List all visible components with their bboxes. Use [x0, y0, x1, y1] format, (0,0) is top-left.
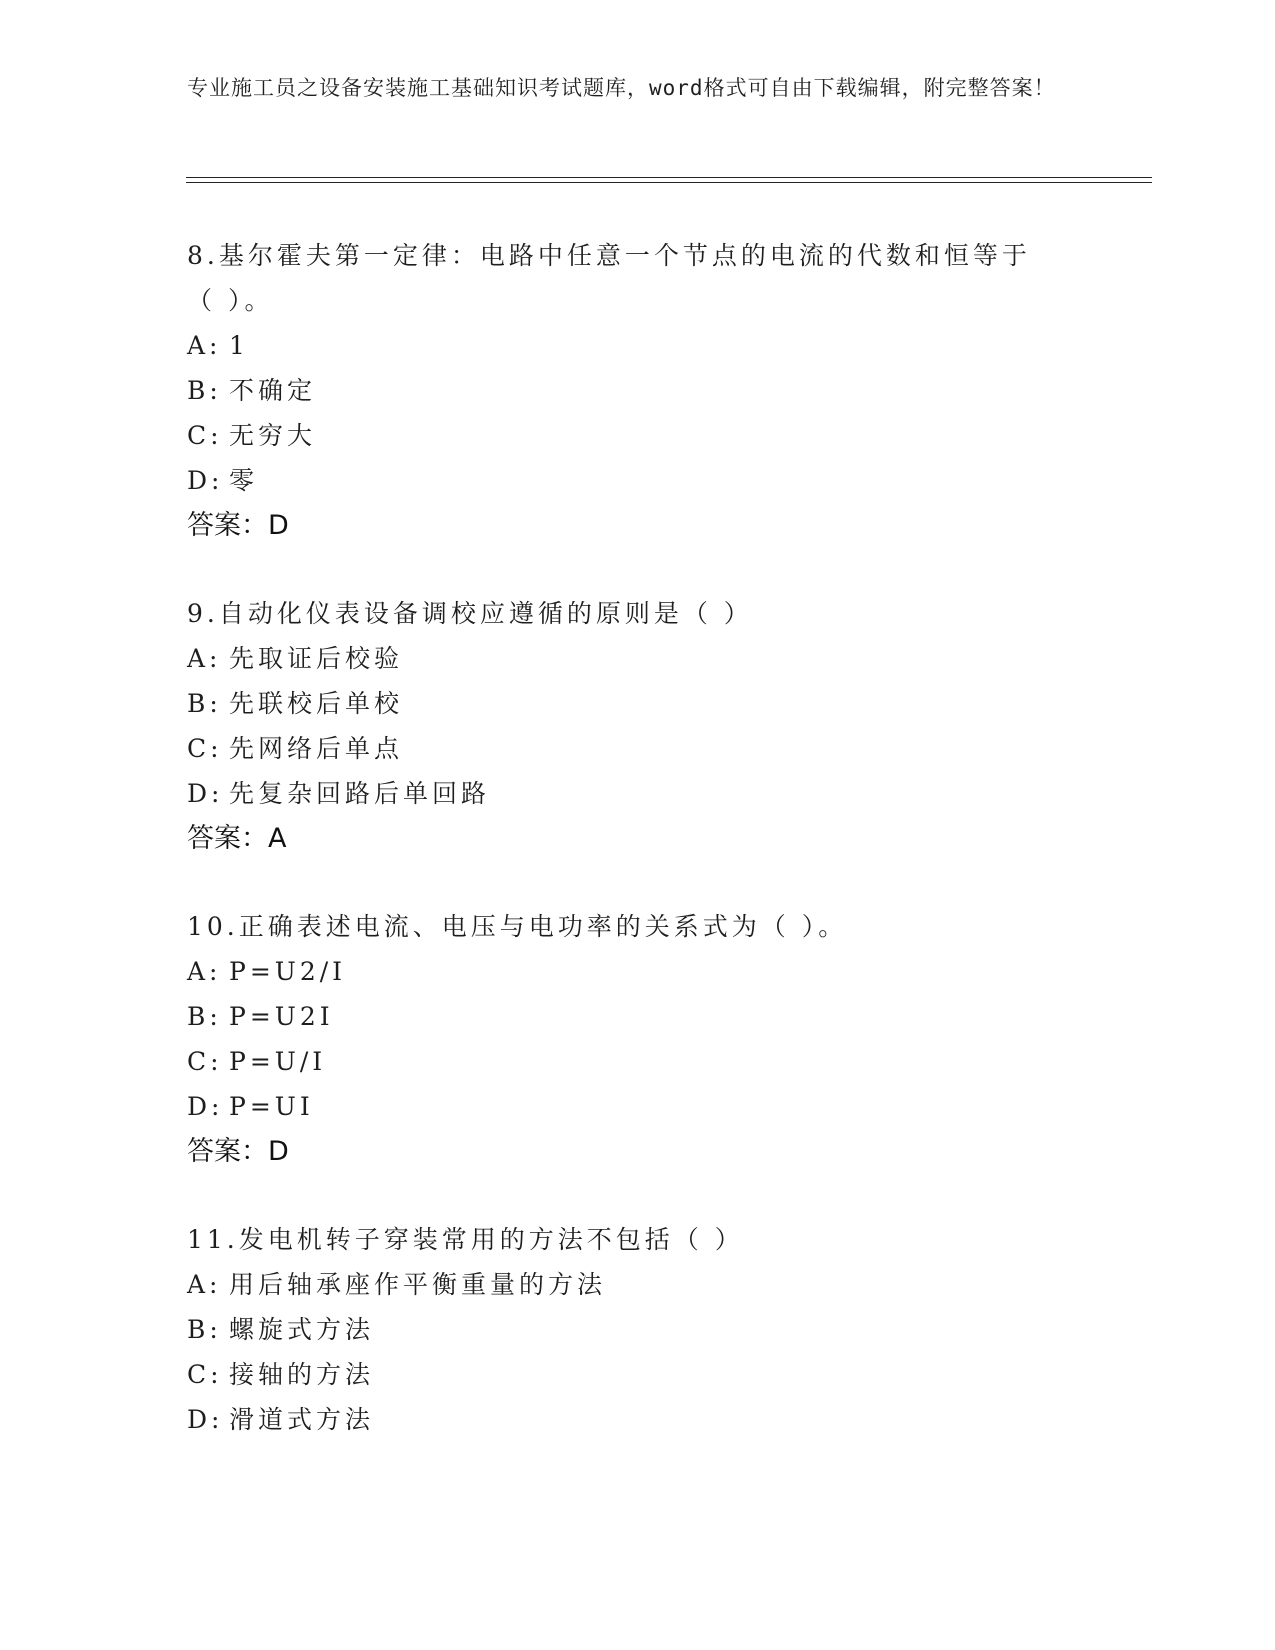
- option-label: C:: [187, 421, 223, 450]
- option-text: P=U2/I: [229, 957, 347, 986]
- header-divider-bottom: [186, 182, 1152, 183]
- option-text: 先取证后校验: [229, 644, 404, 673]
- option-a: [187, 636, 1087, 681]
- option-text: 滑道式方法: [229, 1405, 375, 1434]
- option-text: 用后轴承座作平衡重量的方法: [229, 1270, 607, 1299]
- option-label: D:: [187, 466, 224, 495]
- option-text: P=U2I: [229, 1002, 334, 1031]
- option-a: [187, 323, 1087, 368]
- question-text: 10.正确表述电流、电压与电功率的关系式为（ ）。: [187, 912, 848, 941]
- option-b: [187, 681, 1087, 726]
- answer-line: 答案：D: [187, 510, 289, 541]
- option-b: [187, 1307, 1087, 1352]
- option-d: [187, 1397, 1087, 1442]
- answer-line: 答案：D: [187, 1136, 289, 1167]
- question-10: [187, 904, 1087, 1174]
- option-text: 先联校后单校: [229, 689, 404, 718]
- option-text: 无穷大: [229, 421, 317, 450]
- option-a: [187, 1262, 1087, 1307]
- question-list: [187, 233, 1087, 1442]
- option-label: C:: [187, 734, 223, 763]
- option-label: D:: [187, 1405, 224, 1434]
- header-divider-top: [186, 177, 1152, 178]
- option-b: [187, 368, 1087, 413]
- option-label: A:: [187, 331, 222, 360]
- option-text: 先网络后单点: [229, 734, 404, 763]
- option-text: 零: [229, 466, 259, 495]
- option-label: D:: [187, 1092, 224, 1121]
- option-label: C:: [187, 1360, 223, 1389]
- question-spacer: [187, 1174, 1087, 1217]
- option-text: 1: [229, 331, 249, 360]
- option-text: 接轴的方法: [229, 1360, 375, 1389]
- option-text: 先复杂回路后单回路: [229, 779, 491, 808]
- option-text: P=UI: [229, 1092, 314, 1121]
- option-label: C:: [187, 1047, 223, 1076]
- answer-line: 答案：A: [187, 823, 287, 854]
- option-d: [187, 1084, 1087, 1129]
- option-text: 螺旋式方法: [229, 1315, 375, 1344]
- option-label: B:: [187, 376, 222, 405]
- option-c: [187, 726, 1087, 771]
- option-label: A:: [187, 644, 222, 673]
- option-label: B:: [187, 1315, 222, 1344]
- option-label: B:: [187, 689, 222, 718]
- option-b: [187, 994, 1087, 1039]
- option-text: P=U/I: [229, 1047, 327, 1076]
- option-d: [187, 771, 1087, 816]
- option-a: [187, 949, 1087, 994]
- question-text: 11.发电机转子穿装常用的方法不包括（ ）: [187, 1225, 744, 1254]
- document-header: 专业施工员之设备安装施工基础知识考试题库，word格式可自由下载编辑，附完整答案！: [187, 76, 1056, 100]
- question-8: [187, 233, 1087, 548]
- option-label: D:: [187, 779, 224, 808]
- option-c: [187, 1352, 1087, 1397]
- question-spacer: [187, 548, 1087, 591]
- question-spacer: [187, 861, 1087, 904]
- option-label: A:: [187, 957, 222, 986]
- option-d: [187, 458, 1087, 503]
- question-9: [187, 591, 1087, 861]
- option-label: B:: [187, 1002, 222, 1031]
- question-text: 9.自动化仪表设备调校应遵循的原则是（ ）: [187, 599, 753, 628]
- question-11: [187, 1217, 1087, 1442]
- option-text: 不确定: [229, 376, 317, 405]
- option-c: [187, 413, 1087, 458]
- option-c: [187, 1039, 1087, 1084]
- question-text: 8.基尔霍夫第一定律：电路中任意一个节点的电流的代数和恒等于（ ）。: [187, 241, 1031, 315]
- option-label: A:: [187, 1270, 222, 1299]
